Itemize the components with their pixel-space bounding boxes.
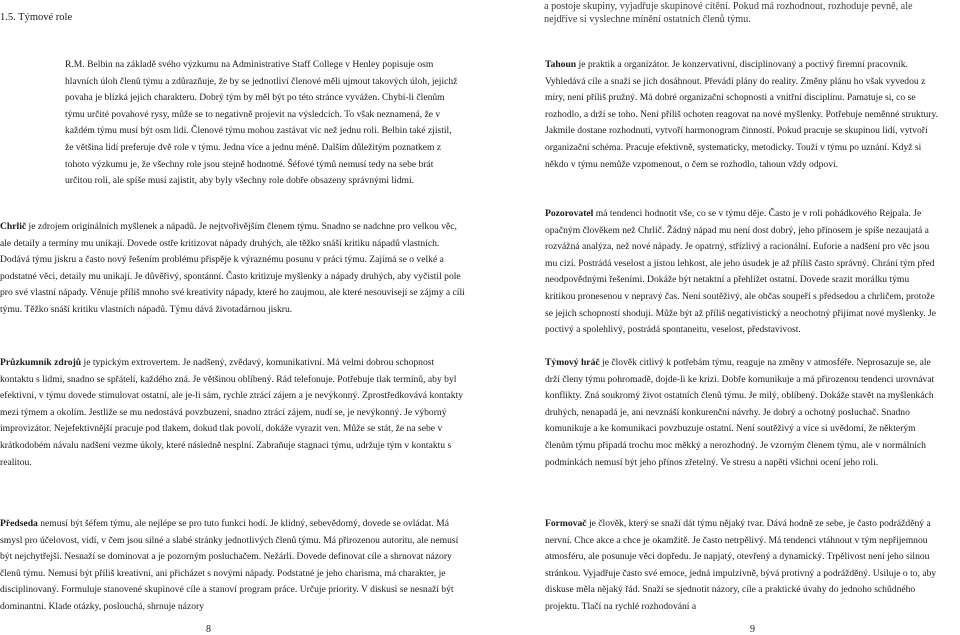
- role-text: je praktik a organizátor. Je konzervativní, disciplinovaný a poctivý firemní pracovník. Vyhledává cíle a snaží se jich dosáhnout. Převádí plány do reality. Změny plánu ho však vyvedou z míry, není příliš pružný. Má dobré organizační schopnosti a vnitřní disciplínu. Pamatuje si, co se rozhodlo, a drží se toho. Není příliš ochoten reagovat na nové myšlenky. Potřebuje neměnné struktury. Jakmile dostane rozhodnutí, vytvoří harmonogram činností. Pokud pracuje se skupinou lidí, vytvoří organizační schéma. Pracuje efektivně, systematicky, metodicky. Touží v týmu po uznání. Když si někdo v týmu nemůže vzpomenout, o čem se rozhodlo, tahoun vždy odpoví.: [545, 59, 939, 170]
- role-name: Formovač: [545, 518, 587, 529]
- page-number: 8: [206, 624, 211, 635]
- role-name: Průzkumník zdrojů: [0, 357, 82, 368]
- role-name: Předseda: [0, 518, 38, 529]
- intro-tail: a postoje skupiny, vyjadřuje skupinové cítění. Pokud má rozhodnout, rozhoduje pevně, ale nejdříve si vyslechne mínění ostatních členů týmu.: [544, 1, 913, 25]
- role-paragraph-predseda: [0, 516, 470, 616]
- role-paragraph-tymovy-hrac: [545, 355, 940, 471]
- role-text: je zdrojem originálních myšlenek a nápadů. Je nejtvořivějším členem týmu. Snadno se nadchne pro velkou věc, ale detaily a termíny mu unikají. Dovede ostře kritizovat nápady druhých, ale těžko snáší kritiku nápadů vlastních. Dodává týmu jiskru a často nový řešením problému přispěje k výraznému posunu v práci týmu. Zajímá se o velké a podstatné věci, detaily mu unikají. Je důvěřivý, spontánní. Často kritizuje myšlenky a nápady druhých, aby vyčistil pole pro své vlastní nápady. Věnuje příliš mnoho své kreativity nápady, které ho zaujmou, ale které nesouvisejí se zájmy a cíli týmu. Těžko snáší kritiku vlastních nápadů. Týmu dává životadárnou jiskru.: [0, 221, 465, 315]
- role-text: má tendenci hodnotit vše, co se v týmu děje. Často je v roli pohádkového Rejpala. Je opačným člověkem než Chrlič. Žádný nápad mu není dost dobrý, jeho přínosem je spíše nezaujatá a rozvážná analýza, než nové nápady. Je opatrný, střízlivý a racionální. Euforie a nadšení pro věc jsou mu cizí. Postrádá veselost a jistou lehkost, ale jeho úsudek je až příliš často správný. Chrání tým před neodpovědnými řešeními. Dokáže být netaktní a přehlížet ostatní. Dovede srazit morálku týmu kritikou pronesenou v nepravý čas. Není soutěživý, ale občas soupeří s předsedou a chrličem, protože se jejich schopností shodují. Může být až příliš negativistický a neochotný přijímat nové myšlenky. Je poctivý a spolehlivý, postrádá spontaneitu, veselost, představivost.: [545, 208, 937, 336]
- role-name: Týmový hráč: [545, 357, 600, 368]
- role-name: Chrlič: [0, 221, 27, 232]
- role-paragraph-formovac: [545, 516, 940, 616]
- section-title: 1.5. Týmové role: [0, 12, 73, 23]
- role-paragraph-tahoun: [545, 57, 940, 173]
- intro-paragraph: R.M. Belbin na základě svého výzkumu na Administrative Staff College v Henley popisuje osm hlavních úloh členů týmu a zdůrazňuje, že by se jednotliví členové měli ujmout takových úloh, jejichž povaha je blízká jejich charakteru. Dobrý tým by měl být po této stránce vyvážen. Chybí-li členům týmu určité povahové rysy, může se to negativně projevit na výsledcích. To však neznamená, že v každém týmu musí být osm lidí. Členové týmu mohou zastávat víc než jednu roli. Belbin také zjistil, že většina lidí preferuje dvě role v týmu. Jedna více a jednu méně. Dalším důležitým poznatkem z tohoto výzkumu je, že všechny role jsou stejně hodnotné. Šéfové týmů nemusí tedy na sebe brát určitou roli, ale spíše musí zajistit, aby byly všechny role dobře obsazeny správnými lidmi.: [65, 59, 458, 187]
- role-text: je typickým extrovertem. Je nadšený, zvědavý, komunikativní. Má velmi dobrou schopnost kontaktu s lidmi, snadno se spřátelí, každého zná. Je většinou oblíbený. Rád telefonuje. Potřebuje tlak termínů, aby byl efektivní, v týmu dovede stimulovat ostatní, ale je-li sám, rychle ztrácí zájem a je nevýkonný. Zprostředkovává kontakty mezi týmem a okolím. Jestliže se mu nedostává povzbuzení, snadno ztrácí zájem, nudí se, je nevýkonný. Je výborný improvizátor. Nejefektivnější pracuje pod tlakem, dokud tlak povolí, dokáže vyrazit ven. Může se stát, že na sebe v krátkodobém návalu nadšení vezme úkoly, které následně nesplní. Zabraňuje stagnaci týmu, udržuje tým v kontaktu s realitou.: [0, 357, 464, 468]
- role-name: Tahoun: [545, 59, 577, 70]
- role-paragraph-pruzkumnik: [0, 355, 470, 471]
- right-page: [480, 0, 960, 635]
- role-paragraph-pozorovatel: [545, 206, 940, 339]
- page-number: 9: [750, 624, 755, 635]
- role-name: Pozorovatel: [545, 208, 594, 219]
- role-text: je člověk, který se snaží dát týmu nějaký tvar. Dává hodně ze sebe, je často podrážděný a nervní. Chce akce a chce je okamžitě. Je často netrpělivý. Má tendenci vtáhnout v tým nepřijemnou atmosféru, ale posunuje věci dopředu. Je napjatý, otevřený a dynamický. Trpělivost není jeho silnou stránkou. Vyjadřuje často své emoce, jedná impulzivně, bývá protivný a podrážděný. Usiluje o to, aby diskuse měla nějaký řád. Snaží se sjednotit názory, cíle a praktické úvahy do jednoho schůdného projektu. Tlačí na rychlé rozhodování a: [545, 518, 937, 612]
- role-text: je člověk citlivý k potřebám týmu, reaguje na změny v atmosféře. Neprosazuje se, ale drží členy týmu pohromadě, dojde-li ke krizi. Dobře komunikuje a má přirozenou tendenci urovnávat konflikty. Zná soukromý život ostatních členů týmu. Je milý, oblíbený. Dokáže stavět na myšlenkách druhých, nenapadá je, ani nevznáší konkurenční návrhy. Je dobrý a ochotný posluchač. Snadno komunikuje a ke komunikaci povzbuzuje ostatní. Není soutěživý a více si uvědomí, že některým členům týmu připadá trochu moc měkký a nerozhodný. Je vzorným členem týmu, ale v normálních podmínkách nemusí být jeho přínos zřetelný. Ve stresu a napětí všichni ocení jeho roli.: [545, 357, 935, 468]
- role-paragraph-chrlic: [0, 219, 470, 319]
- role-text: nemusí být šéfem týmu, ale nejlépe se pro tuto funkci hodí. Je klidný, sebevědomý, dovede se ovládat. Má smysl pro účelovost, vidí, v čem jsou silné a slabé stránky jednotlivých členů týmu. Má přirozenou autoritu, ale nemusí být nejchytřejší. Nesnaží se dominovat a je pozorným posluchačem. Nežárlí. Dovede definovat cíle a shrnovat názory členů týmu. Nemusí být příliš kreativní, ani přicházet s novými nápady. Podstatné je jeho charisma, má charakter, je disciplinovaný. Formuluje stanovené skupinové cíle a stanoví program práce. Určuje priority. V diskusi se nesnaží být dominantní. Klade otázky, poslouchá, shrnuje názory: [0, 518, 459, 612]
